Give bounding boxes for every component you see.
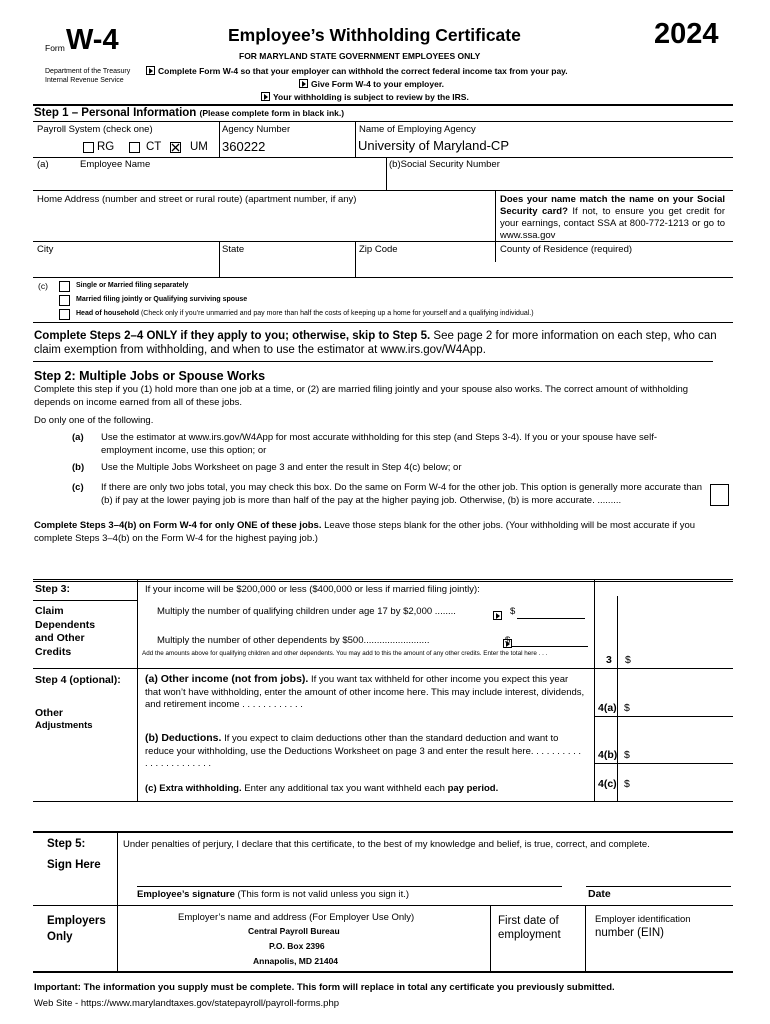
line-3-field[interactable] xyxy=(632,652,728,666)
line-3-dollar: $ xyxy=(625,654,631,666)
step3-children-field[interactable] xyxy=(517,618,585,619)
filing-joint-label: Married filing jointly or Qualifying surviving spouse xyxy=(76,296,248,303)
instruction-3: Your withholding is subject to review by the IRS. xyxy=(261,92,469,102)
employers-only-label: Employers Only xyxy=(47,915,106,943)
step2-a-text: Use the estimator at www.irs.gov/W4App for most accurate withholding for this step (and Steps 3-4). If you or your spouse have self-employment income, use this option; or xyxy=(101,432,658,456)
agency-number-label: Agency Number xyxy=(222,124,291,135)
payroll-um-checkbox[interactable] xyxy=(170,142,181,153)
step1-top-rule xyxy=(33,121,733,122)
employee-signature-field[interactable] xyxy=(137,865,562,885)
form-year: 2024 xyxy=(654,18,719,50)
step2-c-text: If there are only two jobs total, you may check this box. Do the same on Form W-4 for the other job. This option is generally more accurate than (b) if pay at the lower paying job is more than half of the pay at the higher paying job. Otherwise, (b) is more accurate. ......... xyxy=(101,482,703,506)
dept-line-2: Internal Revenue Service xyxy=(45,77,124,84)
step3-others-dollar: $ xyxy=(505,635,511,646)
step3-sublabel: Claim Dependents and Other Credits xyxy=(35,605,96,658)
zip-field[interactable] xyxy=(359,258,491,274)
city-field[interactable] xyxy=(36,258,216,274)
line-4c-dollar: $ xyxy=(624,778,630,790)
step2-heading: Step 2: Multiple Jobs or Spouse Works xyxy=(34,369,266,383)
step4-sublabel-adjustments: Adjustments xyxy=(35,720,93,731)
step3-income-note: If your income will be $200,000 or less ($400,000 or less if married filing jointly): xyxy=(145,584,480,595)
filing-joint-checkbox[interactable] xyxy=(59,295,70,306)
payroll-system-label: Payroll System (check one) xyxy=(37,124,153,135)
step2-b-text: Use the Multiple Jobs Worksheet on page 3 and enter the result in Step 4(c) below; or xyxy=(101,462,462,473)
line-3-number: 3 xyxy=(606,654,612,666)
ssn-label: (b)Social Security Number xyxy=(389,159,500,170)
arrow-icon xyxy=(299,79,308,88)
payroll-rg-label: RG xyxy=(97,141,115,153)
agency-name-field[interactable]: University of Maryland-CP xyxy=(358,138,509,153)
step2-intro: Complete this step if you (1) hold more than one job at a time, or (2) are married filing jointly and your spouse also works. The correct amount of withholding depends on income earned from all of these jobs. xyxy=(34,384,689,408)
payroll-ct-label: CT xyxy=(146,141,162,153)
home-address-label: Home Address (number and street or rural route) (apartment number, if any) xyxy=(37,194,357,205)
check-x-icon xyxy=(171,143,180,152)
step4b-text: (b) Deductions. If you expect to claim deductions other than the standard deduction and want to reduce your withholding, use the Deductions Worksheet on page 3 and enter the result here. . . . . . . . . . . . . . . . . . . . . . . xyxy=(145,732,582,769)
county-label: County of Residence (required) xyxy=(500,244,633,255)
city-label: City xyxy=(37,244,54,255)
filing-hoh-label: Head of household (Check only if you’re unmarried and pay more than half the costs of keeping up a home for yourself and a qualifying individual.) xyxy=(76,310,534,317)
step2-c-label: (c) xyxy=(72,482,84,493)
complete-steps-note: Complete Steps 2–4 ONLY if they apply to you; otherwise, skip to Step 5. See page 2 for more information on each step, who can claim exemption from withholding, and when to use the estimator at www.irs.gov/W4App. xyxy=(34,330,717,356)
payroll-um-label: UM xyxy=(190,141,208,153)
agency-name-label: Name of Employing Agency xyxy=(359,124,476,135)
line-4a-number: 4(a) xyxy=(598,702,617,714)
employer-name-address-label: Employer’s name and address (For Employer Use Only) xyxy=(178,912,415,923)
filing-single-label: Single or Married filing separately xyxy=(76,282,189,289)
form-subtitle: FOR MARYLAND STATE GOVERNMENT EMPLOYEES ONLY xyxy=(239,51,481,61)
step2-b-label: (b) xyxy=(72,462,85,473)
line-4b-field[interactable] xyxy=(632,747,728,761)
date-label: Date xyxy=(588,888,611,900)
employer-bureau: Central Payroll Bureau xyxy=(248,926,340,936)
step3-others-text: Multiply the number of other dependents by $500......................... xyxy=(157,635,430,646)
filing-hoh-checkbox[interactable] xyxy=(59,309,70,320)
state-label: State xyxy=(222,244,245,255)
step5-label: Step 5: xyxy=(47,838,86,850)
employee-name-label: Employee Name xyxy=(80,159,151,170)
step3-children-dollar: $ xyxy=(510,606,516,617)
line-4b-dollar: $ xyxy=(624,749,630,761)
step3-label: Step 3: xyxy=(35,583,71,595)
step3-children-text: Multiply the number of qualifying children under age 17 by $2,000 ........ xyxy=(157,606,456,617)
instruction-2: Give Form W-4 to your employer. xyxy=(299,79,444,89)
step2-note: Complete Steps 3–4(b) on Form W-4 for only ONE of these jobs. Leave those steps blank for the other jobs. (Your withholding will be most accurate if you complete Steps 3–4(b) on the Form W-4 for the highest paying job.) xyxy=(34,520,696,544)
form-prefix: Form xyxy=(45,43,65,53)
dept-line-1: Department of the Treasury xyxy=(45,68,131,75)
line-4a-field[interactable] xyxy=(632,700,728,714)
employer-city: Annapolis, MD 21404 xyxy=(253,956,339,966)
payroll-ct-checkbox[interactable] xyxy=(129,142,140,153)
c-label: (c) xyxy=(38,281,48,291)
step1-heading: Step 1 – Personal Information (Please complete form in black ink.) xyxy=(34,107,345,119)
arrow-icon xyxy=(261,92,270,101)
arrow-icon xyxy=(493,611,502,620)
step4c-text: (c) Extra withholding. Enter any additional tax you want withheld each pay period. xyxy=(145,783,499,794)
a-label: (a) xyxy=(37,159,49,170)
step5-sublabel: Sign Here xyxy=(47,859,101,871)
step4-label: Step 4 (optional): xyxy=(35,674,121,686)
line-4a-dollar: $ xyxy=(624,702,630,714)
step2-a-label: (a) xyxy=(72,432,84,443)
line-4c-field[interactable] xyxy=(632,776,728,790)
form-title: Employee’s Withholding Certificate xyxy=(228,25,521,45)
ssn-match-note: Does your name match the name on your Social Security card? If not, to ensure you get credit for your earnings, contact SSA at 800-772-1213 or go to www.ssa.gov xyxy=(500,194,726,241)
zip-label: Zip Code xyxy=(359,244,398,255)
step3-add-note: Add the amounts above for qualifying children and other dependents. You may add to this the amount of any other credits. Enter the total here . . . xyxy=(142,650,548,657)
header-divider xyxy=(33,104,733,106)
agency-number-field[interactable]: 360222 xyxy=(222,139,266,154)
do-only-one: Do only one of the following. xyxy=(34,415,154,426)
arrow-icon xyxy=(146,66,155,75)
ein-field[interactable] xyxy=(595,944,729,966)
perjury-declaration: Under penalties of perjury, I declare that this certificate, to the best of my knowledge and belief, is true, correct, and complete. xyxy=(123,839,650,850)
payroll-rg-checkbox[interactable] xyxy=(83,142,94,153)
signature-label: Employee’s signature (This form is not valid unless you sign it.) xyxy=(137,889,410,900)
ein-label-line1: Employer identification xyxy=(595,914,691,925)
line-4c-number: 4(c) xyxy=(598,778,617,790)
ssn-field[interactable] xyxy=(389,172,729,188)
step3-others-field[interactable] xyxy=(512,646,588,647)
form-code: W-4 xyxy=(66,24,119,56)
employer-po-box: P.O. Box 2396 xyxy=(269,941,325,951)
two-jobs-checkbox[interactable] xyxy=(710,484,729,506)
step4a-text: (a) Other income (not from jobs). If you want tax withheld for other income you expect this year that won’t have withholding, enter the amount of other income here. This may include interest, dividends, and retirement income . . . . . . . . . . . . xyxy=(145,673,585,710)
county-field[interactable] xyxy=(500,258,728,274)
filing-single-checkbox[interactable] xyxy=(59,281,70,292)
instruction-1: Complete Form W-4 so that your employer can withhold the correct federal income tax from your pay. xyxy=(146,66,568,76)
state-field[interactable] xyxy=(222,258,352,274)
employee-name-field[interactable] xyxy=(36,172,383,188)
ein-label-line2: number (EIN) xyxy=(595,927,665,939)
footer-note: Important: The information you supply must be complete. This form will replace in total any certificate you previously submitted. Web Site - https://www.marylandtaxes.gov/statepayroll/payroll-forms.php xyxy=(34,982,615,1009)
home-address-field[interactable] xyxy=(36,208,491,238)
first-date-label: First date of employment xyxy=(498,915,561,941)
date-field[interactable] xyxy=(586,865,731,885)
step4-sublabel-other: Other xyxy=(35,707,64,719)
line-4b-number: 4(b) xyxy=(598,749,618,761)
